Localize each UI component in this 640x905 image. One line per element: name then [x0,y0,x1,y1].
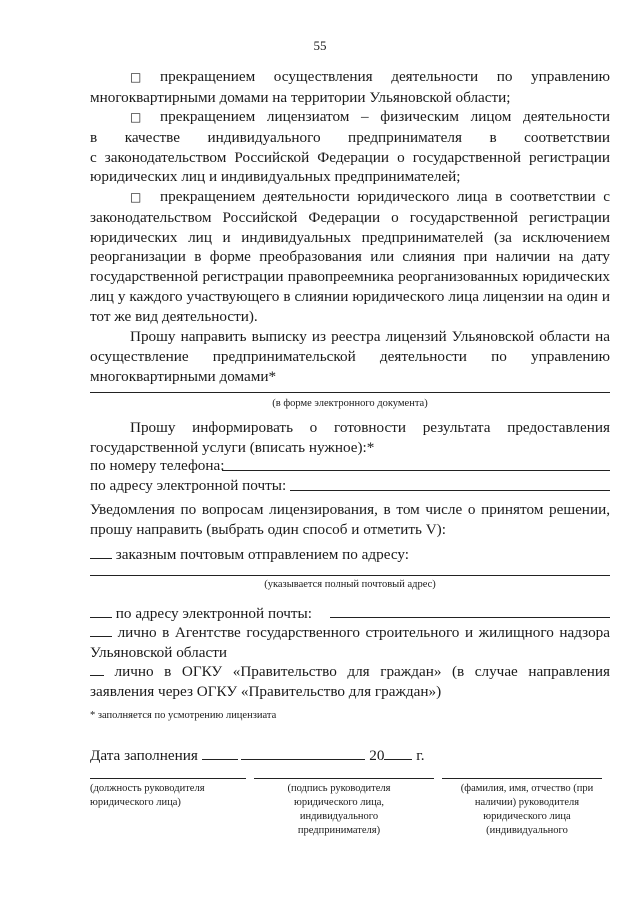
mail-check-line[interactable] [90,544,112,559]
fullname-line[interactable] [442,778,602,779]
mail-label: заказным почтовым отправлением по адресу: [115,546,409,563]
option-individual-termination: □ прекращением лицензиатом – физическим лицом деятельности в качестве индивидуального предпринимателя в соответствии с законодательством Российской Федерации о государственной регистрации юридических лиц и индивидуальных предпринимателей; [90,108,610,186]
month-input-line[interactable] [241,745,365,760]
page-number: 55 [313,38,327,53]
footnote: * заполняется по усмотрению лицензиата [90,710,277,721]
signature-line[interactable] [254,778,434,779]
checkbox-icon[interactable]: □ [130,190,142,204]
notice-email-label: по адресу электронной почты: [115,605,312,622]
signature-caption: (подпись руководителя юридического лица, индивидуального предпринимателя) [287,783,391,836]
mail-address-line[interactable] [90,575,610,576]
ogku-label: лично в ОГКУ «Правительство для граждан» (в случае направления заявления через ОГКУ «Правительство для граждан») [90,663,610,700]
extract-input-line[interactable] [90,392,610,393]
ogku-check-line[interactable] [90,661,104,676]
phone-input-line[interactable] [222,470,610,471]
checkbox-icon[interactable]: □ [130,70,142,84]
position-line[interactable] [90,778,246,779]
agency-check-line[interactable] [90,622,112,637]
notice-text: Уведомления по вопросам лицензирования, в том числе о принятом решении, прошу направить (выбрать один способ и отметить V): [90,501,610,538]
checkbox-icon[interactable]: □ [130,110,142,124]
option-legal-entity-termination: □ прекращением деятельности юридического лица в соответствии с законодательством Российской Федерации о государственной регистрации юридических лиц и индивидуальных предпринимателей (за исключением реорганизации в форме преобразования или слияния при наличии на дату государственной регистрации правопреемника реорганизованных юридических лиц у каждого участвующего в слиянии юридического лица лицензии на один и тот же вид деятельности). [90,188,610,325]
option-ogku-row [90,661,610,702]
phone-label: по номеру телефона: [90,457,225,474]
agency-label: лично в Агентстве государственного строительного и жилищного надзора Ульяновской области [90,624,611,661]
email-check-line[interactable] [90,603,112,618]
mail-caption: (указывается полный почтовый адрес) [264,579,436,590]
year-input-line[interactable] [384,745,412,760]
email-input-line[interactable] [290,490,610,491]
fullname-caption: (фамилия, имя, отчество (при наличии) руководителя юридического лица (индивидуального [460,783,594,836]
date-label: Дата заполнения [90,747,198,764]
phone-row [90,456,610,476]
notice-email-input-line[interactable] [330,617,610,618]
date-row [90,745,470,766]
option-agency-row [90,622,610,663]
day-input-line[interactable] [202,745,238,760]
email-label: по адресу электронной почты: [90,477,287,494]
extract-caption: (в форме электронного документа) [272,398,428,409]
inform-text: Прошу информировать о готовности результата предоставления государственной услуги (вписать нужное):* [90,419,610,456]
option-mail-row [90,544,610,565]
extract-request-text: Прошу направить выписку из реестра лицензий Ульяновской области на осуществление предпринимательской деятельности по управлению многоквартирными домами* [90,328,610,385]
option-termination-activity: □ прекращением осуществления деятельности по управлению многоквартирными домами на территории Ульяновской области; [90,68,610,106]
position-caption: (должность руководителя юридического лица) [90,783,205,808]
year-prefix: 20 [369,747,385,764]
year-suffix: г. [416,747,425,764]
option-email-row [90,603,610,624]
email-row [90,476,610,496]
